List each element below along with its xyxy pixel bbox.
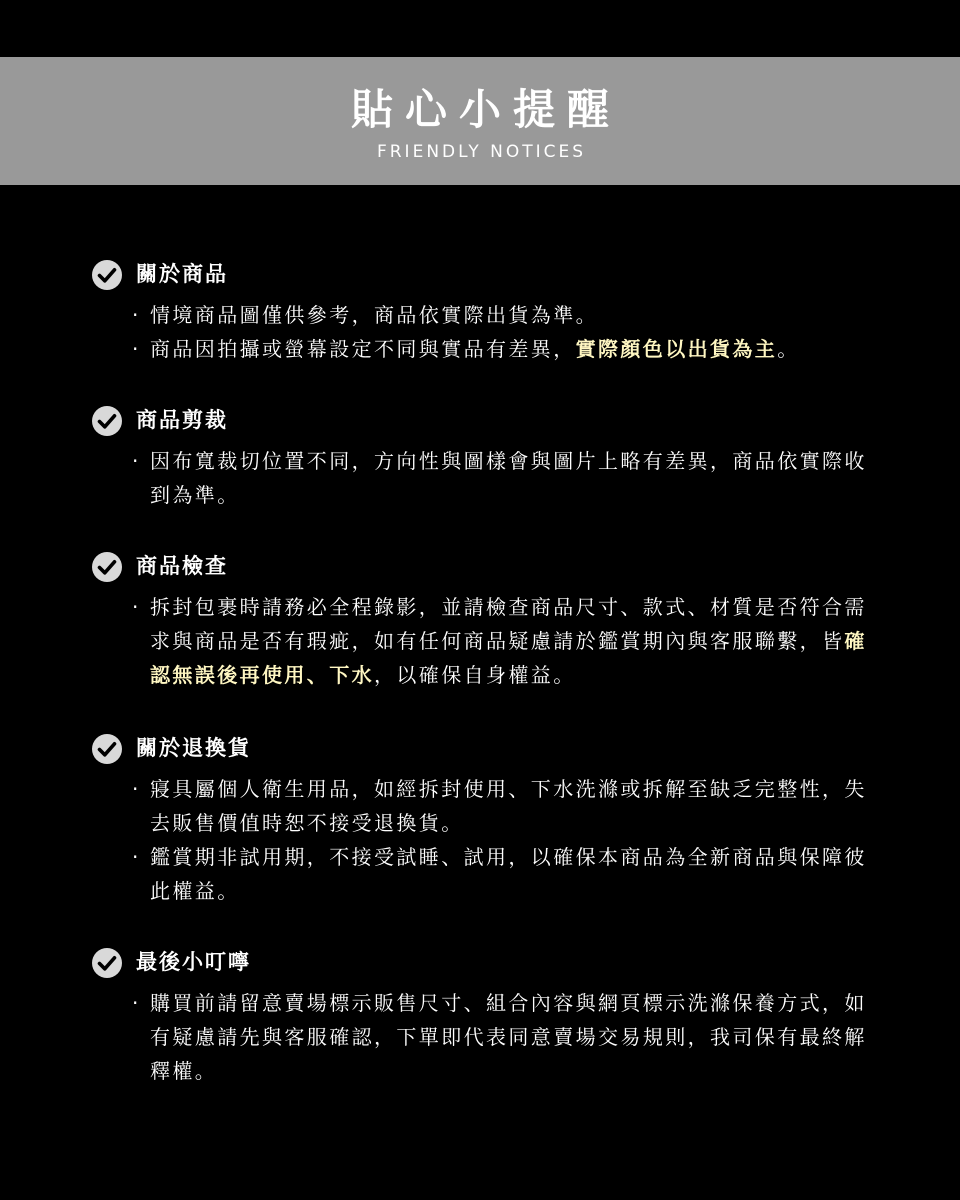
page-title: 貼心小提醒	[350, 85, 621, 134]
bullet-item	[92, 298, 882, 332]
notice-section	[92, 400, 882, 512]
section-title: 關於退換貨	[136, 736, 251, 760]
section-title: 商品剪裁	[136, 408, 228, 432]
section-header	[92, 728, 882, 768]
bullet-list	[92, 986, 882, 1088]
check-circle-icon	[92, 406, 122, 436]
check-circle-icon	[92, 948, 122, 978]
page-subtitle: FRIENDLY NOTICES	[376, 142, 587, 162]
bullet-list	[92, 772, 882, 908]
section-header	[92, 254, 882, 294]
bullet-list	[92, 444, 882, 512]
bullet-dot: ·	[132, 303, 141, 327]
bullet-text: 因布寬裁切位置不同，方向性與圖樣會與圖片上略有差異，商品依實際收到為準。	[150, 449, 867, 507]
bullet-text: 寢具屬個人衛生用品，如經拆封使用、下水洗滌或拆解至缺乏完整性，失去販售價值時恕不接受退換貨。	[150, 777, 867, 835]
notice-section	[92, 254, 882, 366]
check-circle-icon	[92, 552, 122, 582]
bullet-text: 商品因拍攝或螢幕設定不同與實品有差異，	[150, 337, 576, 361]
bullet-item	[92, 444, 882, 512]
section-header	[92, 942, 882, 982]
bullet-dot: ·	[132, 845, 141, 869]
bullet-item	[92, 772, 882, 840]
bullet-item	[92, 986, 882, 1088]
bullet-item	[92, 840, 882, 908]
section-title: 商品檢查	[136, 554, 228, 578]
bullet-item	[92, 332, 882, 366]
bullet-dot: ·	[132, 595, 141, 619]
check-circle-icon	[92, 734, 122, 764]
section-header	[92, 546, 882, 586]
bullet-dot: ·	[132, 337, 141, 361]
highlighted-text: 確認無誤後再使用、下水	[150, 629, 867, 687]
bullet-text: 。	[777, 337, 800, 361]
bullet-text: ，以確保自身權益。	[374, 663, 576, 687]
header-banner	[0, 57, 960, 185]
notice-section	[92, 728, 882, 908]
bullet-dot: ·	[132, 449, 141, 473]
section-title: 最後小叮嚀	[136, 950, 251, 974]
bullet-list	[92, 298, 882, 366]
section-title: 關於商品	[136, 262, 228, 286]
notice-section	[92, 546, 882, 692]
section-header	[92, 400, 882, 440]
bullet-text: 拆封包裹時請務必全程錄影，並請檢查商品尺寸、款式、材質是否符合需求與商品是否有瑕疵，如有任何商品疑慮請於鑑賞期內與客服聯繫，皆	[150, 595, 867, 653]
bullet-item	[92, 590, 882, 692]
bullet-list	[92, 590, 882, 692]
bullet-text: 鑑賞期非試用期，不接受試睡、試用，以確保本商品為全新商品與保障彼此權益。	[150, 845, 867, 903]
bullet-dot: ·	[132, 777, 141, 801]
bullet-text: 情境商品圖僅供參考，商品依實際出貨為準。	[150, 303, 598, 327]
check-circle-icon	[92, 260, 122, 290]
notice-section	[92, 942, 882, 1088]
bullet-text: 購買前請留意賣場標示販售尺寸、組合內容與網頁標示洗滌保養方式，如有疑慮請先與客服確認，下單即代表同意賣場交易規則，我司保有最終解釋權。	[150, 991, 867, 1083]
highlighted-text: 實際顏色以出貨為主	[575, 337, 778, 361]
bullet-dot: ·	[132, 991, 141, 1015]
